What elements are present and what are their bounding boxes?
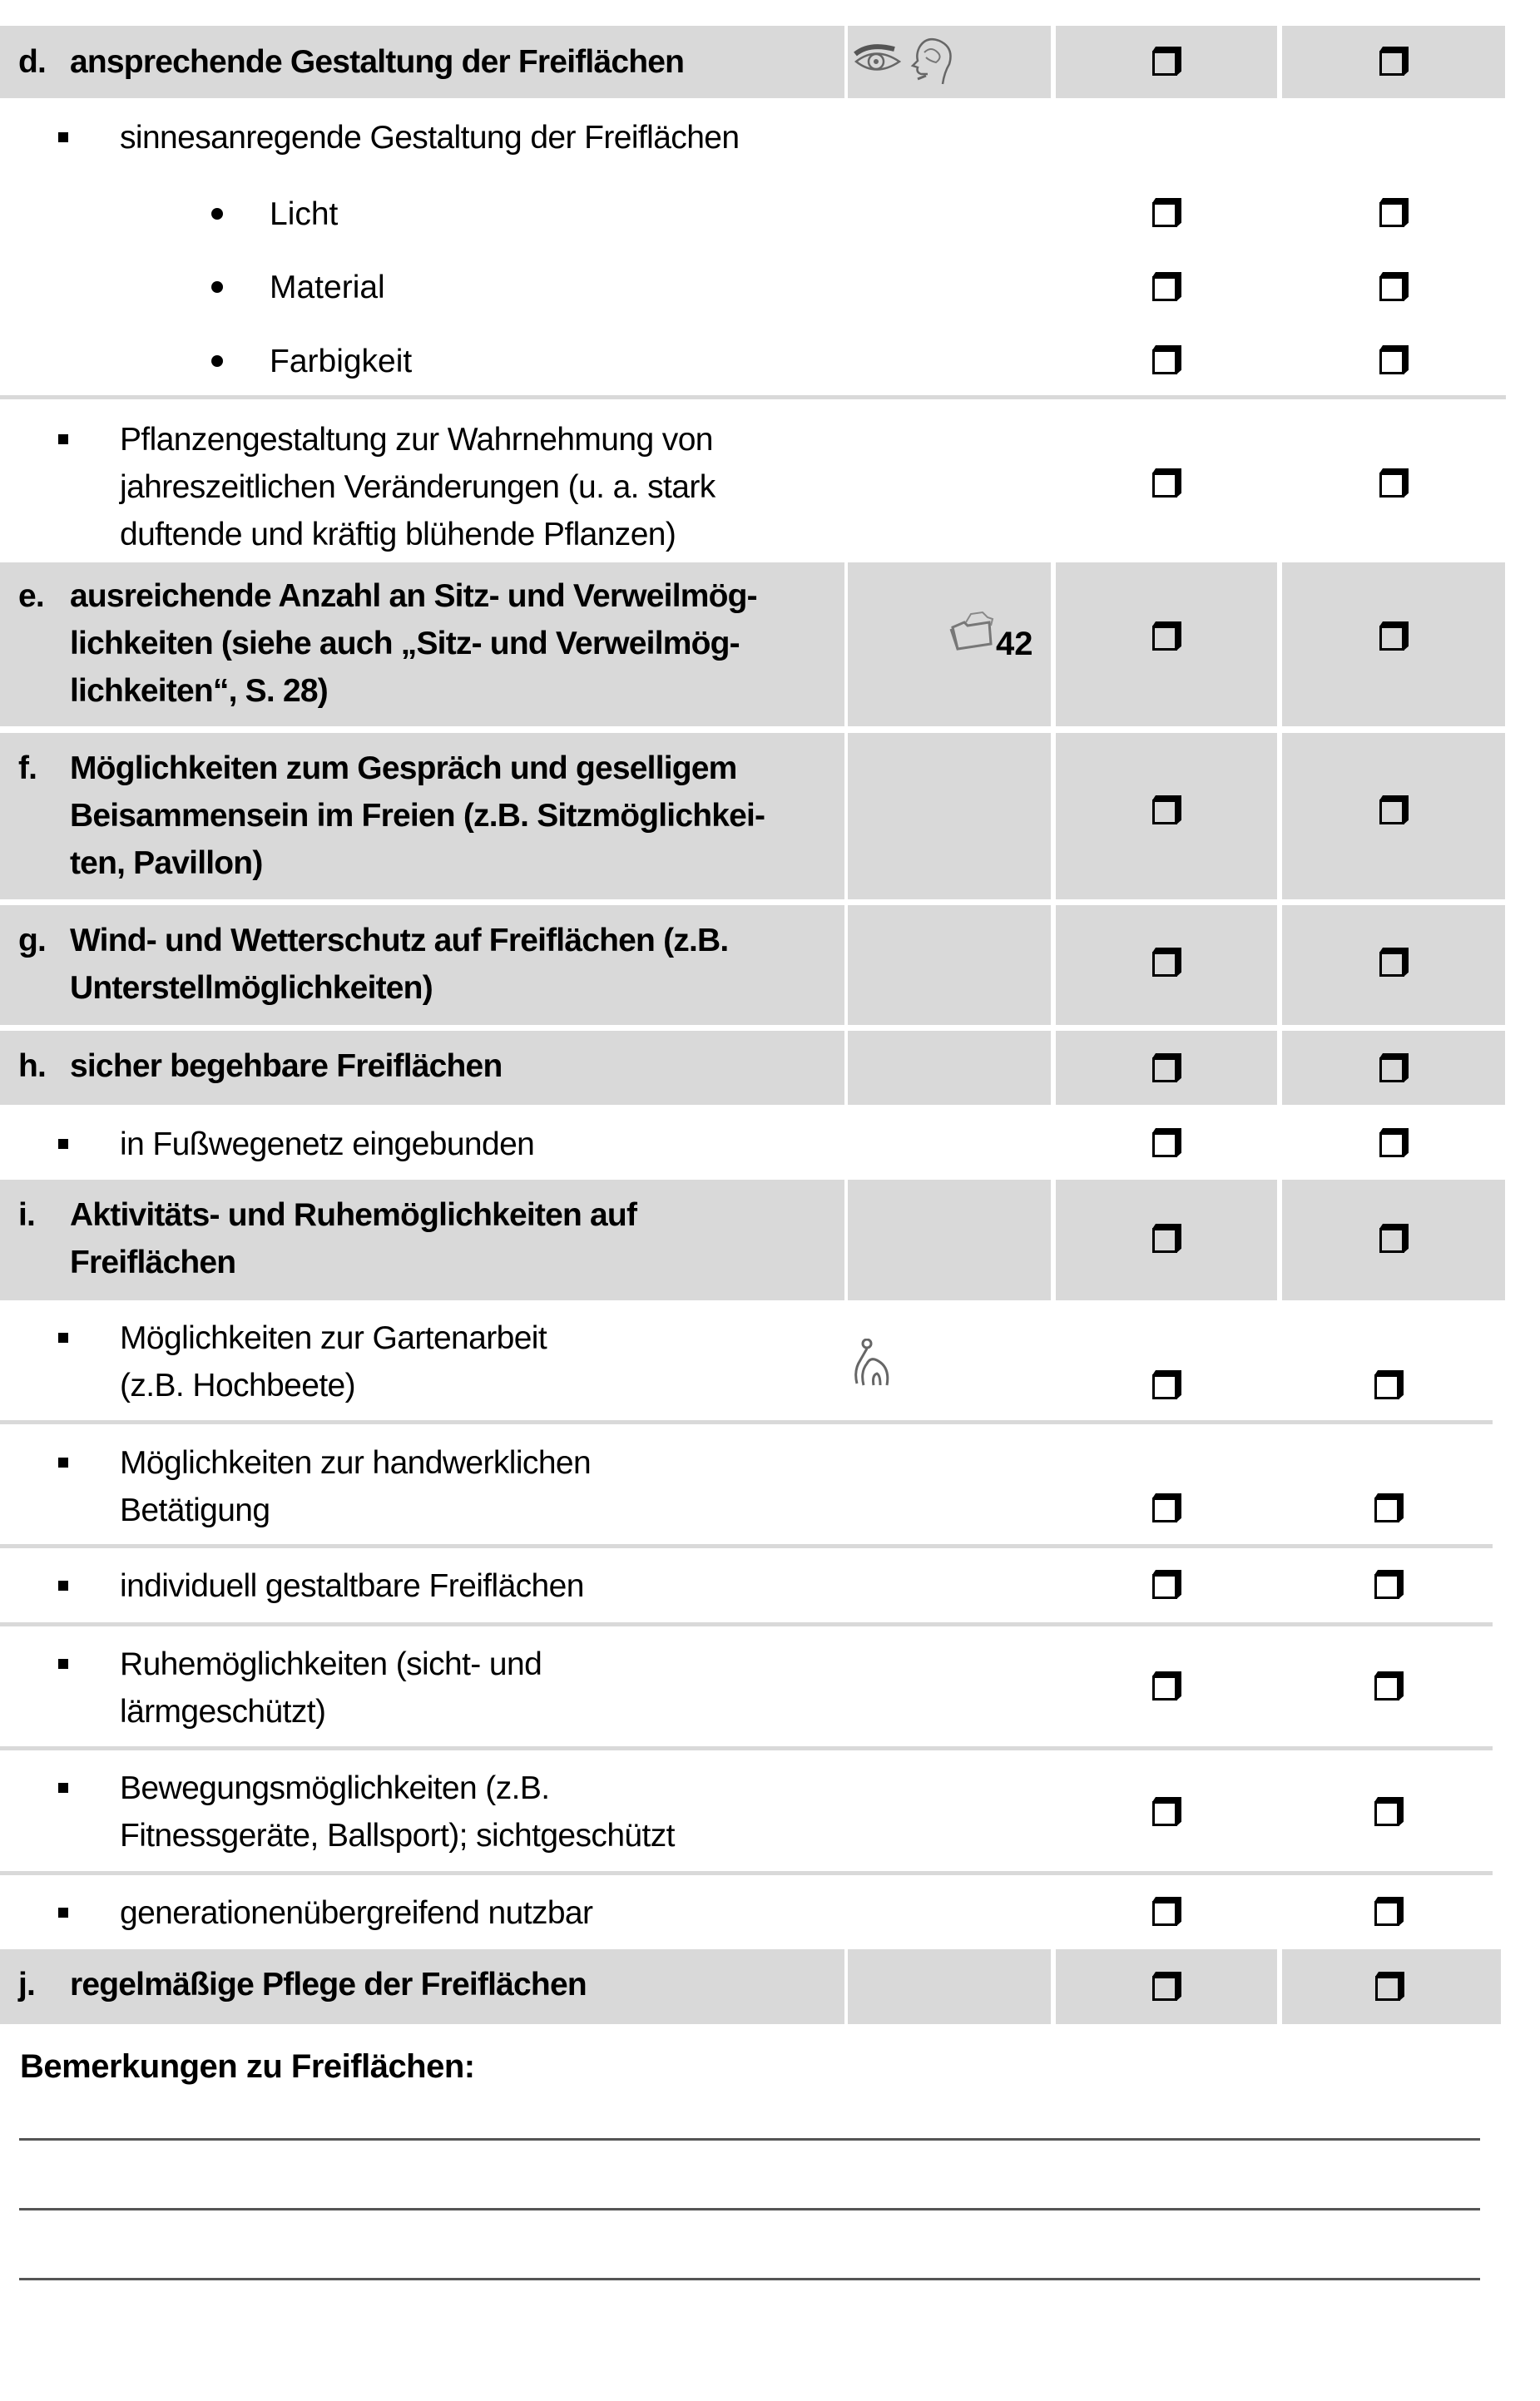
remarks-line-1[interactable] xyxy=(19,2138,1480,2141)
page-reference: 42 xyxy=(996,626,1033,662)
item-letter: i. xyxy=(18,1197,36,1233)
square-bullet-icon xyxy=(58,1783,68,1793)
square-bullet-icon xyxy=(58,1908,68,1918)
checkbox-col2[interactable] xyxy=(1374,1801,1399,1826)
checkbox-col2[interactable] xyxy=(1375,1976,1400,2001)
item-letter: j. xyxy=(18,1967,36,2002)
checkbox-col2[interactable] xyxy=(1374,1574,1399,1599)
round-bullet-icon xyxy=(211,355,223,367)
item-title: Aktivitäts- und Ruhemöglichkeiten auf Freiflächen xyxy=(70,1197,637,1280)
item-letter: h. xyxy=(18,1048,47,1084)
checkbox-col1[interactable] xyxy=(1152,1374,1177,1399)
row-d-icon-cell xyxy=(848,26,1051,98)
row-d xyxy=(0,26,1540,98)
remarks-line-2[interactable] xyxy=(19,2208,1480,2210)
checkbox-col1[interactable] xyxy=(1152,800,1177,824)
checkbox-col2[interactable] xyxy=(1379,349,1404,374)
checkbox-col2[interactable] xyxy=(1379,800,1404,824)
remarks-line-3[interactable] xyxy=(19,2278,1480,2280)
checkbox-col1[interactable] xyxy=(1152,1676,1177,1701)
checkbox-col2[interactable] xyxy=(1379,51,1404,76)
row-g xyxy=(0,905,1540,1025)
checkbox-col1[interactable] xyxy=(1152,952,1177,977)
row-d-label-cell xyxy=(0,26,844,98)
checkbox-col1[interactable] xyxy=(1152,349,1177,374)
row-divider xyxy=(0,1871,1493,1875)
item-title: sicher begehbare Freiflächen xyxy=(70,1048,503,1084)
square-bullet-icon xyxy=(58,132,68,142)
checkbox-col2[interactable] xyxy=(1374,1676,1399,1701)
row-f xyxy=(0,733,1540,899)
item-title: ausreichende Anzahl an Sitz- und Verweilmög- lichkeiten (siehe auch „Sitz- und Verweilmög- lichkeiten“, S. 28) xyxy=(70,578,757,709)
item-title: regelmäßige Pflege der Freiflächen xyxy=(70,1967,587,2002)
checkbox-col2[interactable] xyxy=(1379,473,1404,498)
checkbox-col2[interactable] xyxy=(1379,202,1404,227)
row-divider xyxy=(0,1544,1493,1548)
checkbox-col2[interactable] xyxy=(1379,1057,1404,1082)
checkbox-col2[interactable] xyxy=(1374,1901,1399,1926)
checkbox-col2[interactable] xyxy=(1379,1132,1404,1157)
item-letter: g. xyxy=(18,923,47,958)
checkbox-col2[interactable] xyxy=(1379,1228,1404,1253)
round-bullet-icon xyxy=(211,281,223,293)
square-bullet-icon xyxy=(58,1581,68,1591)
checkbox-col1[interactable] xyxy=(1152,1132,1177,1157)
row-e xyxy=(0,562,1540,726)
folder-icon xyxy=(948,611,996,654)
row-divider xyxy=(0,1420,1493,1424)
item-letter: f. xyxy=(18,750,37,786)
checkbox-col1[interactable] xyxy=(1152,1976,1177,2001)
checkbox-col1[interactable] xyxy=(1152,276,1177,301)
remarks-label: Bemerkungen zu Freiflächen: xyxy=(20,2048,475,2085)
checkbox-col2[interactable] xyxy=(1379,276,1404,301)
checkbox-col2[interactable] xyxy=(1374,1374,1399,1399)
row-j xyxy=(0,1949,1540,2024)
item-title: ansprechende Gestaltung der Freiflächen xyxy=(70,44,685,80)
checkbox-col1[interactable] xyxy=(1152,1901,1177,1926)
checkbox-col1[interactable] xyxy=(1152,202,1177,227)
row-h xyxy=(0,1031,1540,1105)
item-title: Möglichkeiten zum Gespräch und geselligem Beisammensein im Freien (z.B. Sitzmöglichkei- ten, Pavillon) xyxy=(70,750,765,881)
row-i xyxy=(0,1180,1540,1300)
row-divider xyxy=(0,395,1506,399)
square-bullet-icon xyxy=(58,1139,68,1149)
elderly-person-icon xyxy=(852,1339,894,1389)
checkbox-col2[interactable] xyxy=(1374,1498,1399,1522)
checkbox-col2[interactable] xyxy=(1379,952,1404,977)
item-title: Wind- und Wetterschutz auf Freiflächen (z.B. Unterstellmöglichkeiten) xyxy=(70,923,729,1006)
checkbox-col1[interactable] xyxy=(1152,626,1177,651)
checkbox-col1[interactable] xyxy=(1152,1228,1177,1253)
item-letter: d. xyxy=(18,44,47,80)
square-bullet-icon xyxy=(58,1333,68,1343)
square-bullet-icon xyxy=(58,1458,68,1468)
item-letter: e. xyxy=(18,578,44,614)
checkbox-col2[interactable] xyxy=(1379,626,1404,651)
checkbox-col1[interactable] xyxy=(1152,473,1177,498)
head-brain-icon xyxy=(908,36,954,87)
row-divider xyxy=(0,1746,1493,1750)
square-bullet-icon xyxy=(58,1659,68,1669)
row-divider xyxy=(0,1622,1493,1626)
checkbox-col1[interactable] xyxy=(1152,51,1177,76)
checkbox-col1[interactable] xyxy=(1152,1574,1177,1599)
checkbox-col1[interactable] xyxy=(1152,1057,1177,1082)
eye-icon xyxy=(853,39,901,81)
checkbox-col1[interactable] xyxy=(1152,1801,1177,1826)
square-bullet-icon xyxy=(58,434,68,444)
checkbox-col1[interactable] xyxy=(1152,1498,1177,1522)
round-bullet-icon xyxy=(211,208,223,220)
